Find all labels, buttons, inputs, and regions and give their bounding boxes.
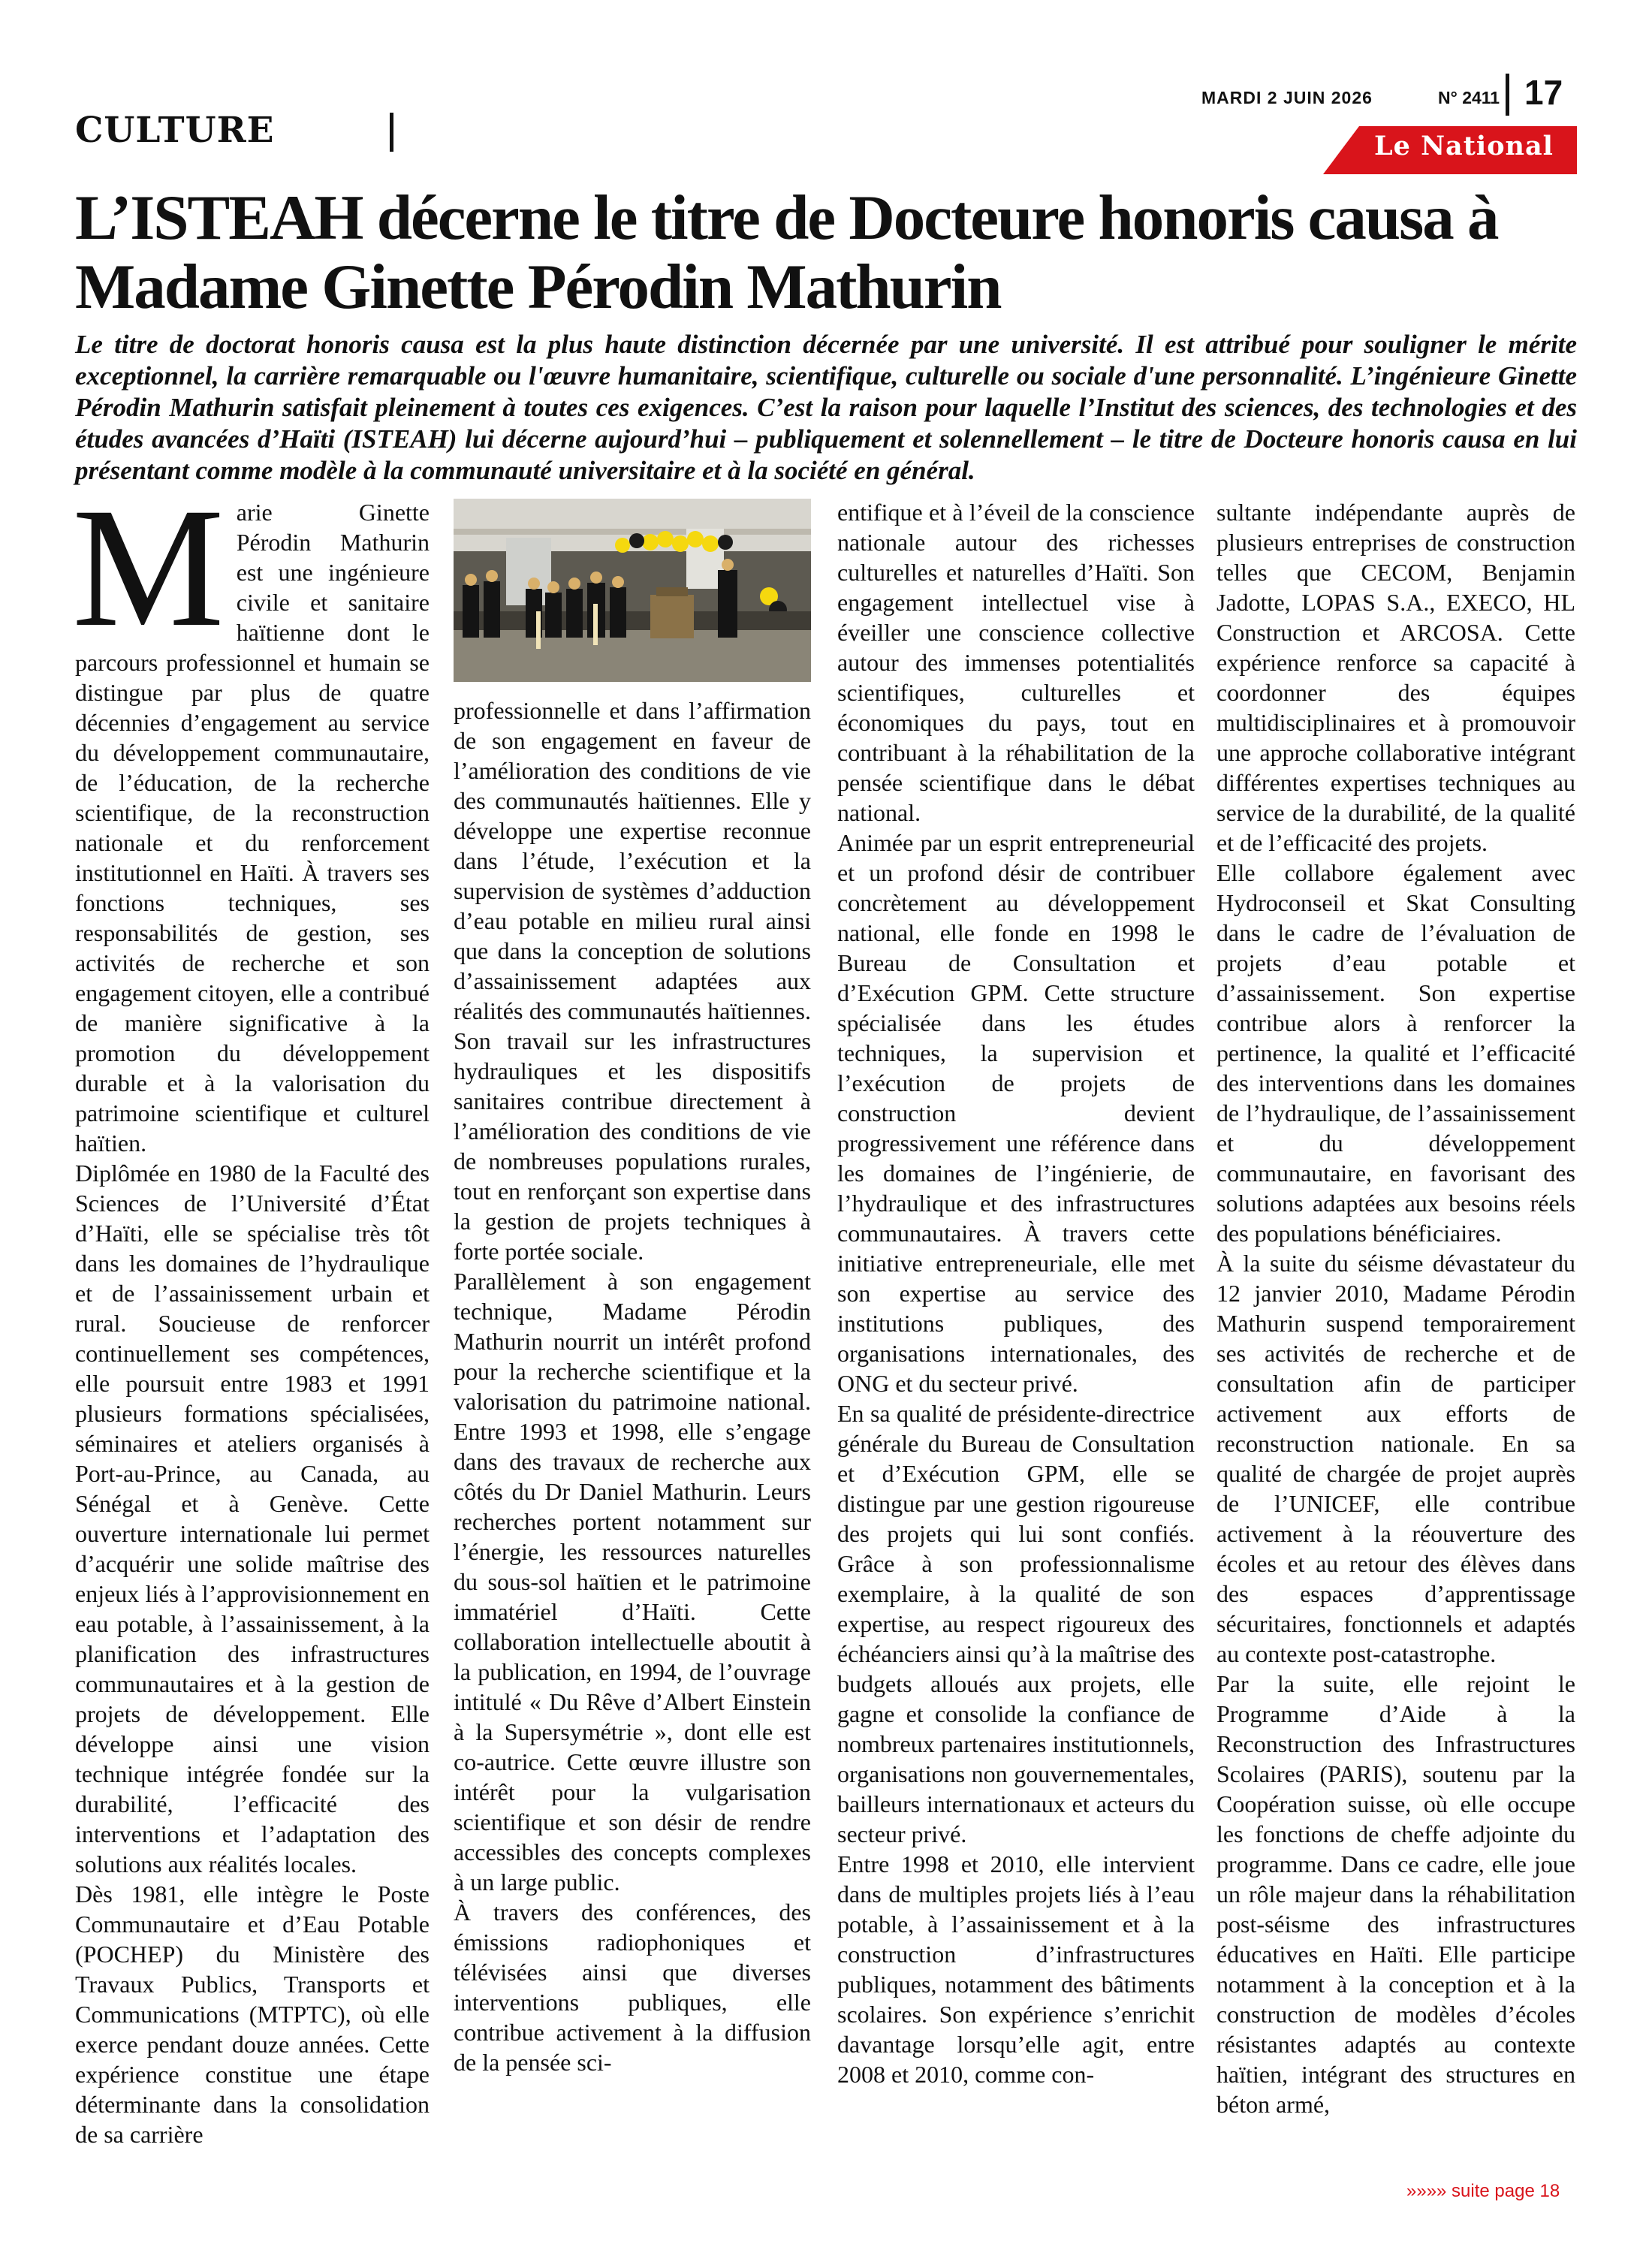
paragraph: Animée par un esprit entrepreneurial et un profond désir de contribuer concrètement au développement national, elle fonde en 1998 le Bureau de Consultation et d’Exécution GPM. Cette structure spécialisée dans les études techniques, la supervision et l’exécution de projets de construction devient progressivement une référence dans les domaines de l’ingénierie, de l’hydraulique et des infrastructures communautaires. À travers cette initiative entrepreneuriale, elle met son expertise au service des institutions publiques, des organisations internationales, des ONG et du secteur privé. [837,829,1195,1397]
continued-on-page-link[interactable]: »»»» suite page 18 [1406,2181,1560,2201]
paragraph: Dès 1981, elle intègre le Poste Communautaire et d’Eau Potable (POCHEP) du Ministère des Travaux Publics, Transports et Communications (MTPTC), où elle exerce pendant douze années. Cette expérience constitue une étape déterminante dans la consolidation de sa carrière [75,1881,430,2148]
paragraph: Entre 1998 et 2010, elle intervient dans de multiples projets liés à l’eau potable, à l’assainissement et à la construction d’infrastructures publiques, notamment des bâtiments scolaires. Son expérience s’enrichit davantage lorsqu’elle agit, entre 2008 et 2010, comme con- [837,1850,1195,2088]
paragraph: Elle collabore également avec Hydroconseil et Skat Consulting dans le cadre de l’évaluation de projets d’eau potable et d’assainissement. Son expertise contribue alors à renforcer la pertinence, la qualité et l’efficacité des interventions dans les domaines de l’hydraulique, de l’assainissement et du développement communautaire, en favorisant des solutions adaptées aux besoins réels des populations bénéficiaires. [1216,859,1575,1247]
article-column-3 [837,497,1195,2164]
paragraph: Diplômée en 1980 de la Faculté des Sciences de l’Université d’État d’Haïti, elle se spécialise très tôt dans les domaines de l’hydraulique et de l’assainissement urbain et rural. Soucieuse de renforcer continuellement ses compétences, elle poursuit entre 1983 et 1991 plusieurs formations spécialisées, séminaires et ateliers organisés à Port-au-Prince, au Canada, au Sénégal et à Genève. Cette ouverture internationale lui permet d’acquérir une solide maîtrise des enjeux liés à l’approvisionnement en eau potable, à l’assainissement, à la planification des infrastructures communautaires et à la gestion de projets de développement. Elle développe ainsi une vision technique intégrée fondée sur la durabilité, l’efficacité des interventions et l’adaptation des solutions aux réalités locales. [75,1160,430,1878]
drop-cap: M [72,473,225,662]
header-divider [1506,74,1509,116]
article-lead: Le titre de doctorat honoris causa est la plus haute distinction décernée par une université. Il est attribué pour souligner le mérite exceptionnel, la carrière remarquable ou l'œuvre humanitaire, scientifique, culturelle ou sociale d'une personnalité. L’ingénieure Ginette Pérodin Mathurin satisfait pleinement à toutes ces exigences. C’est la raison pour laquelle l’Institut des sciences, des technologies et des études avancées d’Haïti (ISTEAH) lui décerne aujourd’hui – publiquement et solennellement – le titre de Docteure honoris causa en lui présentant comme modèle à la communauté universitaire et à la société en général. [75,330,1577,485]
paragraph: arie Ginette Pérodin Mathurin est une ingénieure civile et sanitaire haïtienne dont le parcours professionnel et humain se distingue par plus de quatre décennies d’engagement au service du développement communautaire, de l’éducation, de la recherche scientifique, de la reconstruction nationale et du renforcement institutionnel en Haïti. À travers ses fonctions techniques, ses responsabilités de gestion, ses activités de recherche et son engagement citoyen, elle a contribué de manière significative à la promotion du développement durable et à la valorisation du patrimoine scientifique et culturel haïtien. [75,499,430,1157]
section-label: CULTURE [75,110,275,151]
publication-name: Le National [1374,131,1554,161]
issue-number: N° 2411 [1438,88,1500,107]
section-divider [390,113,393,152]
paragraph: En sa qualité de présidente-directrice générale du Bureau de Consultation et d’Exécution GPM, elle se distingue par une gestion rigoureuse des projets qui lui sont confiés. Grâce à son professionnalisme exemplaire, à la qualité de son expertise, au respect rigoureux des échéanciers ainsi qu’à la maîtrise des budgets alloués aux projets, elle gagne et consolide la confiance de nombreux partenaires institutionnels, organisations non gouvernementales, bailleurs internationaux et acteurs du secteur privé. [837,1400,1195,1847]
article-column-1 [72,473,430,2164]
article-headline: L’ISTEAH décerne le titre de Docteure honoris causa à Madame Ginette Pérodin Mathurin [75,182,1498,322]
paragraph: À la suite du séisme dévastateur du 12 janvier 2010, Madame Pérodin Mathurin suspend temporairement ses activités de recherche et de consultation afin de participer activement aux efforts de reconstruction nationale. En sa qualité de chargée de projet auprès de l’UNICEF, elle contribue activement à la réouverture des écoles et au retour des élèves dans des espaces d’apprentissage sécuritaires, fonctionnels et adaptés au contexte post-catastrophe. [1216,1250,1575,1667]
ceremony-photo-illustration [454,499,811,682]
issue-date: MARDI 2 JUIN 2026 [1201,88,1373,107]
paragraph: sultante indépendante auprès de plusieurs entreprises de construction telles que CECOM, Benjamin Jadotte, LOPAS S.A., EXECO, HL Construction et ARCOSA. Cette expérience renforce sa capacité à coordonner des équipes multidisciplinaires et à promouvoir une approche collaborative intégrant différentes expertises techniques au service de la durabilité, de la qualité et de l’efficacité des projets. [1216,499,1575,856]
paragraph: entifique et à l’éveil de la conscience nationale autour des richesses culturelles et naturelles d’Haïti. Son engagement intellectuel vise à éveiller une conscience collective autour des immenses potentialités scientifiques, culturelles et économiques du pays, tout en contribuant à la réhabilitation de la pensée scientifique dans le débat national. [837,499,1195,826]
paragraph: Par la suite, elle rejoint le Programme d’Aide à la Reconstruction des Infrastructures Scolaires (PARIS), soutenu par la Coopération suisse, où elle occupe les fonctions de cheffe adjointe du programme. Dans ce cadre, elle joue un rôle majeur dans la réhabilitation post-séisme des infrastructures éducatives en Haïti. Elle participe notamment à la conception et à la construction de modèles d’écoles résistantes adaptés au contexte haïtien, intégrant des structures en béton armé, [1216,1670,1575,2118]
ceremony-photo [454,499,811,682]
paragraph: professionnelle et dans l’affirmation de son engagement en faveur de l’amélioration des conditions de vie des communautés haïtiennes. Elle y développe une expertise reconnue dans l’étude, l’exécution et la supervision de systèmes d’adduction d’eau potable en milieu rural ainsi que dans la conception de solutions d’assainissement adaptées aux réalités des communautés haïtiennes. Son travail sur les infrastructures hydrauliques et les dispositifs sanitaires contribue directement à l’amélioration des conditions de vie de nombreuses populations rurales, tout en renforçant son expertise dans la gestion de projets techniques à forte portée sociale. [454,697,811,1265]
page-number: 17 [1524,73,1563,112]
article-column-2 [454,695,811,2164]
paragraph: Parallèlement à son engagement technique, Madame Pérodin Mathurin nourrit un intérêt profond pour la recherche scientifique et la valorisation du patrimoine national. Entre 1993 et 1998, elle s’engage dans des travaux de recherche aux côtés du Dr Daniel Mathurin. Leurs recherches portent notamment sur l’énergie, les ressources naturelles du sous-sol haïtien et le patrimoine immatériel d’Haïti. Cette collaboration intellectuelle aboutit à la publication, en 1994, de l’ouvrage intitulé « Du Rêve d’Albert Einstein à la Supersymétrie », dont elle est co-autrice. Cette œuvre illustre son intérêt pour la vulgarisation scientifique et son désir de rendre accessibles des concepts complexes à un large public. [454,1268,811,1896]
article-column-4 [1216,497,1575,2164]
paragraph: À travers des conférences, des émissions radiophoniques et télévisées ainsi que diverses interventions publiques, elle contribue activement à la diffusion de la pensée sci- [454,1899,811,2076]
